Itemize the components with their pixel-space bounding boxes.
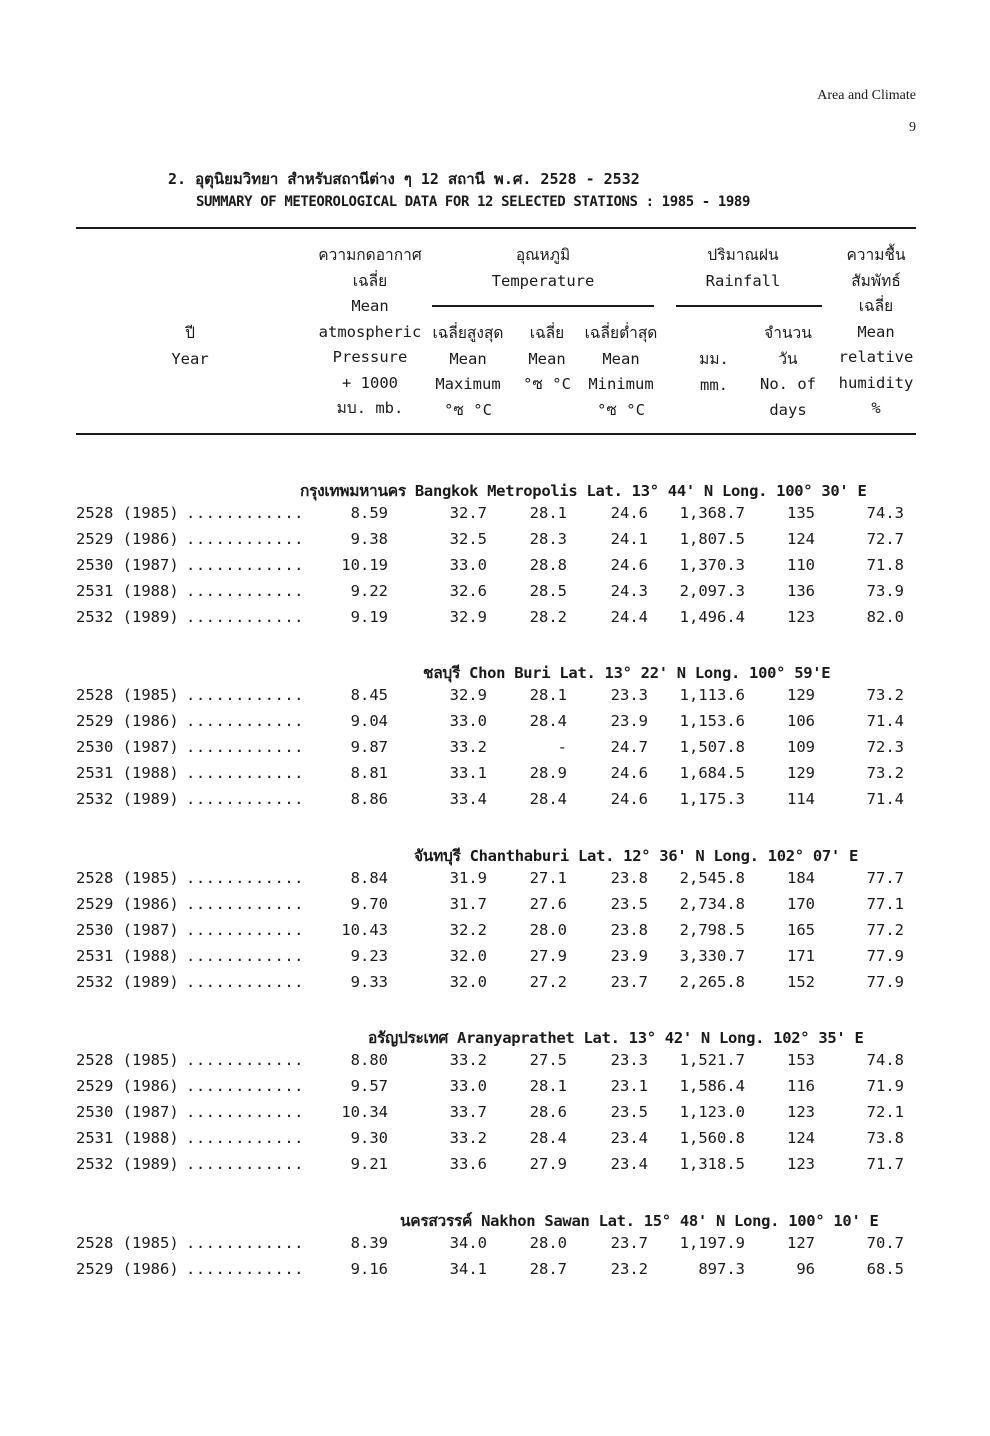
row-leader-dots: ............ xyxy=(186,556,304,574)
station-heading xyxy=(414,843,858,868)
station-name-english: Bangkok Metropolis xyxy=(414,482,578,500)
station-name-thai: จันทบุรี xyxy=(414,847,461,865)
row-leader-dots: ............ xyxy=(186,738,304,756)
row-pressure: 8.84 xyxy=(350,869,388,887)
row-humidity: 77.1 xyxy=(866,895,904,913)
row-temp-min: 23.8 xyxy=(610,869,648,887)
row-humidity: 71.9 xyxy=(866,1077,904,1095)
station-name-english: Aranyaprathet xyxy=(457,1029,575,1047)
row-temp-mean: 28.5 xyxy=(529,582,567,600)
row-temp-min: 24.6 xyxy=(610,504,648,522)
row-leader-dots: ............ xyxy=(186,582,304,600)
row-rainfall-mm: 1,113.6 xyxy=(679,686,745,704)
station-name-thai: นครสวรรค์ xyxy=(400,1212,473,1230)
row-temp-max: 33.4 xyxy=(449,790,487,808)
station-coordinates: Lat. 13° 42' N Long. 102° 35' E xyxy=(583,1029,864,1047)
row-temp-max: 32.5 xyxy=(449,530,487,548)
row-pressure: 9.04 xyxy=(350,712,388,730)
station-coordinates: Lat. 13° 44' N Long. 100° 30' E xyxy=(586,482,867,500)
row-temp-min: 24.3 xyxy=(610,582,648,600)
row-rain-days: 165 xyxy=(787,921,815,939)
row-year: 2531 (1988) xyxy=(76,947,179,965)
row-temp-min: 23.7 xyxy=(610,1234,648,1252)
row-humidity: 71.8 xyxy=(866,556,904,574)
station-heading xyxy=(400,1208,879,1233)
row-leader-dots: ............ xyxy=(186,947,304,965)
row-humidity: 72.7 xyxy=(866,530,904,548)
row-pressure: 9.38 xyxy=(350,530,388,548)
row-year: 2532 (1989) xyxy=(76,608,179,626)
row-humidity: 68.5 xyxy=(866,1260,904,1278)
row-leader-dots: ............ xyxy=(186,504,304,522)
row-humidity: 82.0 xyxy=(866,608,904,626)
row-humidity: 74.3 xyxy=(866,504,904,522)
row-rainfall-mm: 1,368.7 xyxy=(679,504,745,522)
row-year: 2531 (1988) xyxy=(76,764,179,782)
row-rainfall-mm: 1,123.0 xyxy=(679,1103,745,1121)
station-heading xyxy=(300,478,867,503)
row-rainfall-mm: 2,734.8 xyxy=(679,895,745,913)
row-pressure: 8.81 xyxy=(350,764,388,782)
row-pressure: 9.70 xyxy=(350,895,388,913)
row-temp-mean: 28.8 xyxy=(529,556,567,574)
row-leader-dots: ............ xyxy=(186,790,304,808)
row-year: 2530 (1987) xyxy=(76,1103,179,1121)
header-temperature-group: อุณหภูมิ Temperature xyxy=(491,246,595,290)
header-pressure: ความกดอากาศ เฉลี่ย Mean atmospheric Pressure + 1000 มบ. mb. xyxy=(318,246,422,417)
row-temp-min: 23.9 xyxy=(610,712,648,730)
row-rainfall-mm: 1,586.4 xyxy=(679,1077,745,1095)
row-rain-days: 136 xyxy=(787,582,815,600)
row-rainfall-mm: 2,097.3 xyxy=(679,582,745,600)
table-row xyxy=(0,895,990,921)
row-temp-min: 23.4 xyxy=(610,1129,648,1147)
row-rainfall-mm: 1,507.8 xyxy=(679,738,745,756)
table-row xyxy=(0,973,990,999)
table-row xyxy=(0,790,990,816)
row-humidity: 71.4 xyxy=(866,712,904,730)
row-humidity: 77.2 xyxy=(866,921,904,939)
row-leader-dots: ............ xyxy=(186,1077,304,1095)
row-temp-min: 23.2 xyxy=(610,1260,648,1278)
row-temp-mean: 28.3 xyxy=(529,530,567,548)
row-temp-max: 32.0 xyxy=(449,947,487,965)
row-humidity: 71.4 xyxy=(866,790,904,808)
row-rain-days: 114 xyxy=(787,790,815,808)
row-temp-mean: 28.1 xyxy=(529,504,567,522)
row-temp-min: 24.4 xyxy=(610,608,648,626)
row-rainfall-mm: 1,684.5 xyxy=(679,764,745,782)
row-temp-min: 24.6 xyxy=(610,556,648,574)
row-rain-days: 153 xyxy=(787,1051,815,1069)
row-rainfall-mm: 1,807.5 xyxy=(679,530,745,548)
row-temp-mean: 28.4 xyxy=(529,1129,567,1147)
row-temp-min: 23.3 xyxy=(610,686,648,704)
row-temp-min: 23.7 xyxy=(610,973,648,991)
table-row xyxy=(0,1129,990,1155)
row-leader-dots: ............ xyxy=(186,869,304,887)
row-year: 2529 (1986) xyxy=(76,895,179,913)
row-leader-dots: ............ xyxy=(186,1129,304,1147)
row-leader-dots: ............ xyxy=(186,1051,304,1069)
row-year: 2528 (1985) xyxy=(76,869,179,887)
row-pressure: 9.16 xyxy=(350,1260,388,1278)
row-temp-max: 33.0 xyxy=(449,556,487,574)
table-row xyxy=(0,738,990,764)
row-temp-min: 24.1 xyxy=(610,530,648,548)
row-temp-min: 23.1 xyxy=(610,1077,648,1095)
row-humidity: 73.9 xyxy=(866,582,904,600)
table-title-english: SUMMARY OF METEOROLOGICAL DATA FOR 12 SELECTED STATIONS : 1985 - 1989 xyxy=(196,194,750,210)
row-rain-days: 123 xyxy=(787,1155,815,1173)
row-temp-mean: 27.9 xyxy=(529,1155,567,1173)
row-leader-dots: ............ xyxy=(186,973,304,991)
row-temp-max: 33.2 xyxy=(449,1129,487,1147)
row-humidity: 71.7 xyxy=(866,1155,904,1173)
header-temp-mean: เฉลี่ย Mean °ซ °C xyxy=(523,324,571,393)
row-pressure: 8.86 xyxy=(350,790,388,808)
row-rain-days: 171 xyxy=(787,947,815,965)
row-temp-min: 23.3 xyxy=(610,1051,648,1069)
station-heading xyxy=(423,660,830,685)
row-temp-min: 24.6 xyxy=(610,764,648,782)
row-year: 2532 (1989) xyxy=(76,973,179,991)
row-rainfall-mm: 1,496.4 xyxy=(679,608,745,626)
row-humidity: 77.9 xyxy=(866,947,904,965)
row-year: 2531 (1988) xyxy=(76,1129,179,1147)
table-row xyxy=(0,764,990,790)
row-temp-max: 33.2 xyxy=(449,1051,487,1069)
row-rain-days: 124 xyxy=(787,530,815,548)
row-year: 2531 (1988) xyxy=(76,582,179,600)
row-humidity: 70.7 xyxy=(866,1234,904,1252)
table-top-rule xyxy=(76,227,916,229)
row-rain-days: 96 xyxy=(796,1260,815,1278)
row-temp-max: 32.2 xyxy=(449,921,487,939)
row-temp-mean: 28.2 xyxy=(529,608,567,626)
row-temp-mean: 28.4 xyxy=(529,712,567,730)
row-pressure: 9.21 xyxy=(350,1155,388,1173)
row-rain-days: 127 xyxy=(787,1234,815,1252)
row-year: 2529 (1986) xyxy=(76,712,179,730)
row-rainfall-mm: 3,330.7 xyxy=(679,947,745,965)
row-rainfall-mm: 2,798.5 xyxy=(679,921,745,939)
row-temp-min: 23.8 xyxy=(610,921,648,939)
row-rainfall-mm: 2,265.8 xyxy=(679,973,745,991)
row-leader-dots: ............ xyxy=(186,1234,304,1252)
row-temp-mean: 28.7 xyxy=(529,1260,567,1278)
row-humidity: 72.1 xyxy=(866,1103,904,1121)
row-temp-mean: 28.0 xyxy=(529,921,567,939)
row-pressure: 8.39 xyxy=(350,1234,388,1252)
table-row xyxy=(0,1103,990,1129)
row-temp-mean: 28.9 xyxy=(529,764,567,782)
row-pressure: 9.30 xyxy=(350,1129,388,1147)
row-rainfall-mm: 1,521.7 xyxy=(679,1051,745,1069)
row-year: 2529 (1986) xyxy=(76,1077,179,1095)
station-name-english: Nakhon Sawan xyxy=(481,1212,590,1230)
row-rain-days: 135 xyxy=(787,504,815,522)
row-leader-dots: ............ xyxy=(186,608,304,626)
row-rain-days: 123 xyxy=(787,1103,815,1121)
row-leader-dots: ............ xyxy=(186,1260,304,1278)
station-name-thai: ชลบุรี xyxy=(423,664,460,682)
row-pressure: 8.45 xyxy=(350,686,388,704)
table-row xyxy=(0,921,990,947)
row-temp-max: 33.6 xyxy=(449,1155,487,1173)
header-rainfall-group: ปริมาณฝน Rainfall xyxy=(705,246,781,290)
row-humidity: 73.2 xyxy=(866,686,904,704)
row-year: 2529 (1986) xyxy=(76,530,179,548)
row-temp-min: 23.4 xyxy=(610,1155,648,1173)
table-row xyxy=(0,869,990,895)
station-name-english: Chon Buri xyxy=(469,664,551,682)
row-rain-days: 129 xyxy=(787,686,815,704)
table-row xyxy=(0,582,990,608)
row-temp-mean: 28.1 xyxy=(529,1077,567,1095)
table-row xyxy=(0,608,990,634)
row-temp-max: 33.2 xyxy=(449,738,487,756)
header-temp-min: เฉลี่ยต่ำสุด Mean Minimum °ซ °C xyxy=(584,324,658,419)
row-pressure: 9.57 xyxy=(350,1077,388,1095)
row-humidity: 77.9 xyxy=(866,973,904,991)
row-rainfall-mm: 1,153.6 xyxy=(679,712,745,730)
table-row xyxy=(0,1155,990,1181)
row-rain-days: 184 xyxy=(787,869,815,887)
row-rain-days: 124 xyxy=(787,1129,815,1147)
table-row xyxy=(0,947,990,973)
row-leader-dots: ............ xyxy=(186,921,304,939)
row-rain-days: 123 xyxy=(787,608,815,626)
row-rainfall-mm: 1,197.9 xyxy=(679,1234,745,1252)
row-humidity: 77.7 xyxy=(866,869,904,887)
table-row xyxy=(0,686,990,712)
temperature-group-rule xyxy=(432,305,654,307)
row-pressure: 9.22 xyxy=(350,582,388,600)
station-coordinates: Lat. 12° 36' N Long. 102° 07' E xyxy=(578,847,859,865)
row-rain-days: 116 xyxy=(787,1077,815,1095)
header-rain-mm: มม. mm. xyxy=(699,350,729,394)
row-leader-dots: ............ xyxy=(186,1155,304,1173)
table-row xyxy=(0,1077,990,1103)
running-header: Area and Climate xyxy=(817,88,916,103)
station-name-thai: อรัญประเทศ xyxy=(368,1029,448,1047)
row-year: 2528 (1985) xyxy=(76,504,179,522)
row-rain-days: 110 xyxy=(787,556,815,574)
row-humidity: 73.8 xyxy=(866,1129,904,1147)
row-temp-max: 33.0 xyxy=(449,712,487,730)
header-temp-max: เฉลี่ยสูงสุด Mean Maximum °ซ °C xyxy=(432,324,504,419)
row-year: 2528 (1985) xyxy=(76,1051,179,1069)
row-temp-max: 32.7 xyxy=(449,504,487,522)
row-year: 2532 (1989) xyxy=(76,1155,179,1173)
row-leader-dots: ............ xyxy=(186,895,304,913)
row-pressure: 9.23 xyxy=(350,947,388,965)
table-row xyxy=(0,504,990,530)
row-temp-mean: 28.1 xyxy=(529,686,567,704)
row-temp-min: 24.6 xyxy=(610,790,648,808)
row-temp-max: 34.1 xyxy=(449,1260,487,1278)
row-leader-dots: ............ xyxy=(186,686,304,704)
header-humidity: ความชื้น สัมพัทธ์ เฉลี่ย Mean relative humidity % xyxy=(838,246,914,417)
row-temp-mean: 28.4 xyxy=(529,790,567,808)
row-temp-max: 34.0 xyxy=(449,1234,487,1252)
table-header-bottom-rule xyxy=(76,433,916,435)
row-temp-min: 24.7 xyxy=(610,738,648,756)
row-pressure: 10.43 xyxy=(341,921,388,939)
header-year: ปี Year xyxy=(171,324,209,368)
row-rain-days: 106 xyxy=(787,712,815,730)
row-year: 2528 (1985) xyxy=(76,1234,179,1252)
table-row xyxy=(0,530,990,556)
row-temp-mean: 27.2 xyxy=(529,973,567,991)
row-temp-max: 33.7 xyxy=(449,1103,487,1121)
row-temp-mean: 27.9 xyxy=(529,947,567,965)
page-number: 9 xyxy=(909,120,916,135)
row-rainfall-mm: 1,318.5 xyxy=(679,1155,745,1173)
station-name-thai: กรุงเทพมหานคร xyxy=(300,482,406,500)
rainfall-group-rule xyxy=(676,305,822,307)
row-temp-max: 33.1 xyxy=(449,764,487,782)
row-rain-days: 152 xyxy=(787,973,815,991)
table-row xyxy=(0,1234,990,1260)
table-row xyxy=(0,712,990,738)
row-rain-days: 129 xyxy=(787,764,815,782)
row-year: 2530 (1987) xyxy=(76,738,179,756)
row-rainfall-mm: 1,175.3 xyxy=(679,790,745,808)
row-pressure: 9.33 xyxy=(350,973,388,991)
row-temp-min: 23.5 xyxy=(610,895,648,913)
row-temp-max: 32.6 xyxy=(449,582,487,600)
station-name-english: Chanthaburi xyxy=(469,847,569,865)
row-temp-max: 31.7 xyxy=(449,895,487,913)
row-temp-max: 32.9 xyxy=(449,686,487,704)
row-pressure: 9.87 xyxy=(350,738,388,756)
row-pressure: 8.80 xyxy=(350,1051,388,1069)
row-pressure: 10.19 xyxy=(341,556,388,574)
header-rain-days: จำนวน วัน No. of days xyxy=(760,324,816,419)
row-temp-min: 23.5 xyxy=(610,1103,648,1121)
row-rainfall-mm: 897.3 xyxy=(698,1260,745,1278)
table-row xyxy=(0,1260,990,1286)
row-year: 2532 (1989) xyxy=(76,790,179,808)
row-rain-days: 170 xyxy=(787,895,815,913)
row-leader-dots: ............ xyxy=(186,764,304,782)
row-pressure: 8.59 xyxy=(350,504,388,522)
row-pressure: 9.19 xyxy=(350,608,388,626)
row-pressure: 10.34 xyxy=(341,1103,388,1121)
row-rain-days: 109 xyxy=(787,738,815,756)
row-temp-mean: 27.6 xyxy=(529,895,567,913)
row-rainfall-mm: 1,370.3 xyxy=(679,556,745,574)
row-leader-dots: ............ xyxy=(186,1103,304,1121)
row-temp-mean: - xyxy=(557,738,567,756)
row-temp-mean: 27.5 xyxy=(529,1051,567,1069)
row-temp-min: 23.9 xyxy=(610,947,648,965)
table-row xyxy=(0,556,990,582)
row-year: 2528 (1985) xyxy=(76,686,179,704)
row-temp-max: 31.9 xyxy=(449,869,487,887)
row-year: 2530 (1987) xyxy=(76,921,179,939)
row-humidity: 74.8 xyxy=(866,1051,904,1069)
row-temp-max: 32.9 xyxy=(449,608,487,626)
row-temp-mean: 28.6 xyxy=(529,1103,567,1121)
row-humidity: 73.2 xyxy=(866,764,904,782)
row-temp-mean: 28.0 xyxy=(529,1234,567,1252)
row-year: 2529 (1986) xyxy=(76,1260,179,1278)
row-leader-dots: ............ xyxy=(186,712,304,730)
row-rainfall-mm: 1,560.8 xyxy=(679,1129,745,1147)
row-temp-max: 33.0 xyxy=(449,1077,487,1095)
row-temp-max: 32.0 xyxy=(449,973,487,991)
row-leader-dots: ............ xyxy=(186,530,304,548)
station-heading xyxy=(368,1025,864,1050)
row-humidity: 72.3 xyxy=(866,738,904,756)
row-year: 2530 (1987) xyxy=(76,556,179,574)
row-temp-mean: 27.1 xyxy=(529,869,567,887)
row-rainfall-mm: 2,545.8 xyxy=(679,869,745,887)
station-coordinates: Lat. 15° 48' N Long. 100° 10' E xyxy=(598,1212,879,1230)
table-title-thai: 2. อุตุนิยมวิทยา สำหรับสถานีต่าง ๆ 12 สถานี พ.ศ. 2528 - 2532 xyxy=(168,170,640,188)
station-coordinates: Lat. 13° 22' N Long. 100° 59'E xyxy=(559,664,831,682)
table-row xyxy=(0,1051,990,1077)
